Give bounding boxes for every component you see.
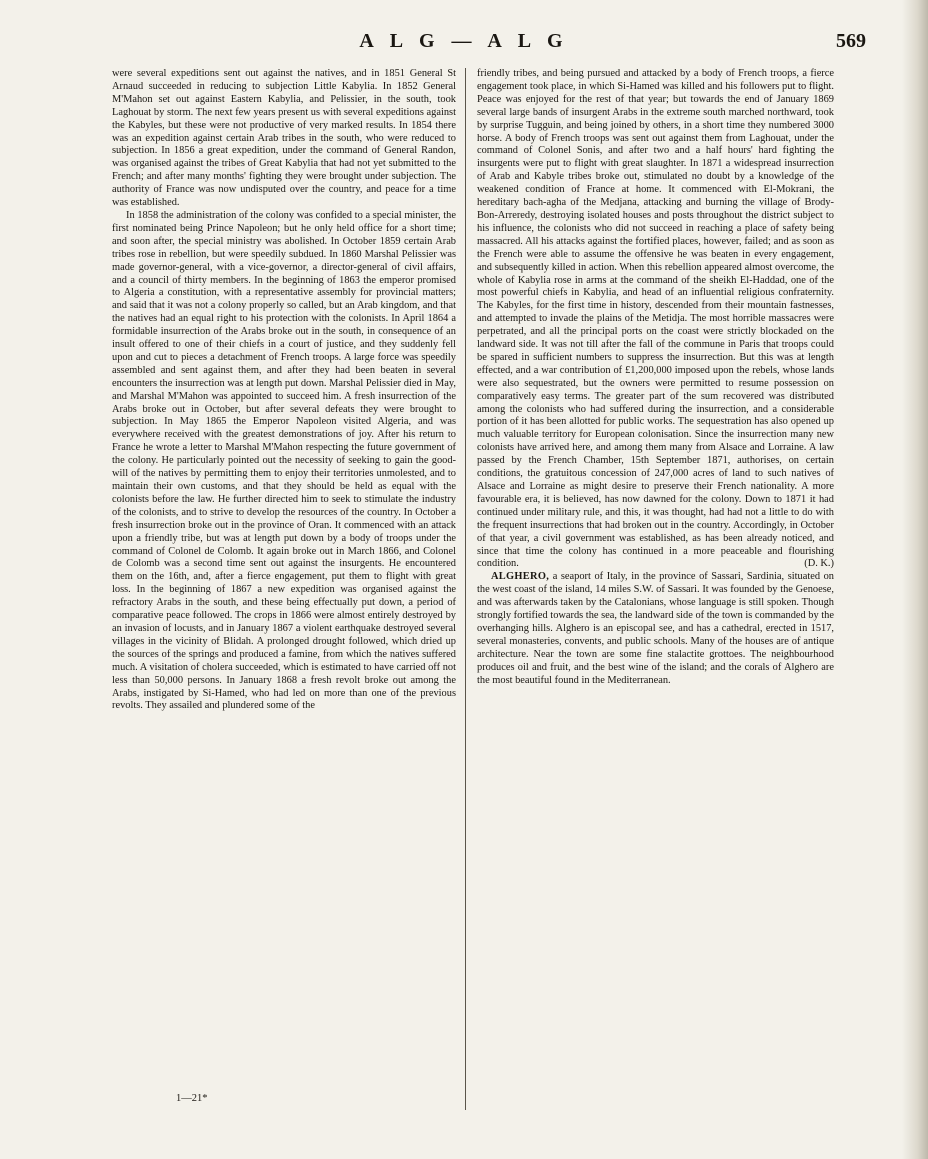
running-header [0,30,928,58]
article-entry [477,571,834,687]
paragraph: were several expeditions sent out against the natives, and in 1851 General St Arnaud succeeded in reducing to subjection Little Kabylia. In 1852 General M'Mahon set out against Eastern Kabylia, and Pelissier, in the south, took Laghouat by storm. The next few years present us with several expeditions against the Kabyles, but these were not productive of very marked results. In 1854 there was an expedition against certain Arab tribes in the south, who were reduced to subjection. In 1856 a great expedition, under the command of General Randon, was organised against the tribes of Great Kabylia that had not yet submitted to the French; and after many months' fighting they were brought under subjection. The authority of France was now undisputed over the country, and peace for a time was established. [112,68,456,209]
headword: ALGHERO, [491,571,550,583]
left-column [112,68,456,713]
article-text: a seaport of Italy, in the province of Sassari, Sardinia, situated on the west coast of the island, 14 miles S.W. of Sassari. It was founded by the Genoese, and was afterwards taken by the Catalonians, whose language is still spoken. Though strongly fortified towards the sea, the landward side of the town is commanded by the overhanging hills. Alghero is an episcopal see, and has a cathedral, erected in 1517, several monasteries, convents, and public schools. Many of the houses are of antique architecture. Near the town are some fine stalactite grottoes. The neighbourhood produces oil and fruit, and the best wine of the island; and the corals of Alghero are the most beautiful found in the Mediterranean. [477,571,834,686]
page-number: 569 [836,30,866,52]
column-divider [465,68,466,1110]
page-binding-shadow [902,0,928,1159]
paragraph: In 1858 the administration of the colony was confided to a special minister, the first nominated being Prince Napoleon; but he only held office for a short time; and soon after, the special ministry was abolished. In October 1859 certain Arab tribes rose in rebellion, but were speedily subdued. In 1860 Marshal Pelissier was made governor-general, with a vice-governor, a director-general of civil affairs, and a council of thirty members. In the beginning of 1863 the emperor promised to Algeria a constitution, with a representative assembly for provincial matters; and said that it was not a colony properly so called, but an Arab kingdom, and that the natives had an equal right to his protection with the colonists. In April 1864 a formidable insurrection of the Arabs broke out in the south, in consequence of an insult offered to one of their chiefs in a court of justice, and they suddenly fell upon and cut to pieces a detachment of French troops. A large force was speedily assembled and sent against them, and after they had been beaten in several encounters the insurrection was at length put down. Marshal Pelissier died in May, and Marshal M'Mahon was appointed to succeed him. A fresh insurrection of the Arabs broke out in October, but after several defeats they were brought to subjection. In May 1865 the Emperor Napoleon visited Algeria, and was everywhere received with the greatest demonstrations of joy. After his return to France he wrote a letter to Marshal M'Mahon respecting the future government of the colony. He particularly pointed out the necessity of seeking to gain the good-will of the natives by permitting them to enjoy their territories unmolested, and to maintain their own customs, and that they should be held as equal with the colonists before the law. He further directed him to seek to stimulate the industry of the colonists, and to strive to develop the resources of the country. In October a fresh insurrection broke out in the province of Oran. It commenced with an attack upon a friendly tribe, but was at length put down by a body of troops under the command of Colonel de Colomb. It again broke out in March 1866, and Colonel de Colomb was a second time sent out against the insurgents. He encountered them on the 16th, and, after a fierce engagement, put them to flight with great loss. In the beginning of 1867 a new expedition was organised against the refractory Arabs in the south, and these being effectually put down, a period of comparative peace followed. The crops in 1866 were almost entirely destroyed by an invasion of locusts, and in January 1867 a violent earthquake destroyed several villages in the vicinity of Blidah. A prolonged drought followed, which dried up the sources of the springs and produced a famine, from which the natives suffered much. A visitation of cholera succeeded, which is estimated to have carried off not less than 50,000 persons. In January 1868 a fresh revolt broke out among the Arabs, instigated by Si-Hamed, who had led on more than one of the previous revolts. They assailed and plundered some of the [112,209,456,712]
signature-mark: 1—21* [176,1093,208,1104]
right-column [477,68,834,688]
paragraph-text: friendly tribes, and being pursued and attacked by a body of French troops, a fierce engagement took place, in which Si-Hamed was killed and his followers put to flight. Peace was enjoyed for the rest of that year; but towards the end of January 1869 several large bands of insurgent Arabs in the extreme south marched northward, took by surprise Tugguin, and being joined by others, in a short time they numbered 3000 horse. A body of French troops was sent out against them from Laghouat, under the command of Colonel Sonis, and after two and a half hours' hard fighting the insurgents were put to flight with great slaughter. In 1871 a widespread insurrection of Arab and Kabyle tribes broke out, stimulated no doubt by a knowledge of the weakened condition of France at home. It commenced with El-Mokrani, the hereditary bach-agha of the Medjana, attacking and burning the village of Brody-Bon-Arreredy, destroying isolated houses and posts throughout the district subject to his influence, the colonists who did not succeed in reaching a place of safety being massacred. All his attacks against the fortified places, however, failed; and as soon as the French were able to assume the offensive he was beaten in every engagement, and subsequently killed in action. When this rebellion appeared almost overcome, the whole of Kabylia rose in arms at the command of the sheikh El-Haddad, one of the most powerful chiefs in Kabylia, and head of an influential religious confraternity. The Kabyles, for the first time in history, descended from their mountain fastnesses, and attempted to invade the plains of the Metidja. The most horrible massacres were perpetrated, and all the principal ports on the coast were strictly blockaded on the landward side. It was not till after the fall of the commune in Paris that troops could be spared in sufficient numbers to suppress the insurrection. But this was at length effected, and a war contribution of £1,200,000 imposed upon the rebels, whose lands were also sequestrated, but the owners were permitted to resume possession on comparatively easy terms. The greater part of the sum recovered was distributed among the colonists who had suffered during the insurrection, and a considerable portion of it has been allotted for public works. The sequestration has also opened up much valuable territory for European colonisation. Since the insurrection many new colonists have arrived here, and among them many from Alsace and Lorraine. A law passed by the French Chamber, 15th September 1871, authorises, on certain conditions, the gratuitous concession of 247,000 acres of land to such natives of Alsace and Lorraine as might desire to preserve their French nationality. A more favourable era, it is believed, has now dawned for the colony. Down to 1871 it had continued under military rule, and this, it was thought, had had not a little to do with the frequent insurrections that had broken out in the country. Accordingly, in October of that year, a civil government was established, as has been already noticed, and since that time the colony has continued in a more peaceable and flourishing condition. [477,68,834,570]
running-title: A L G — A L G [359,30,569,52]
paragraph [477,68,834,571]
author-signature: (D. K.) [804,558,834,570]
